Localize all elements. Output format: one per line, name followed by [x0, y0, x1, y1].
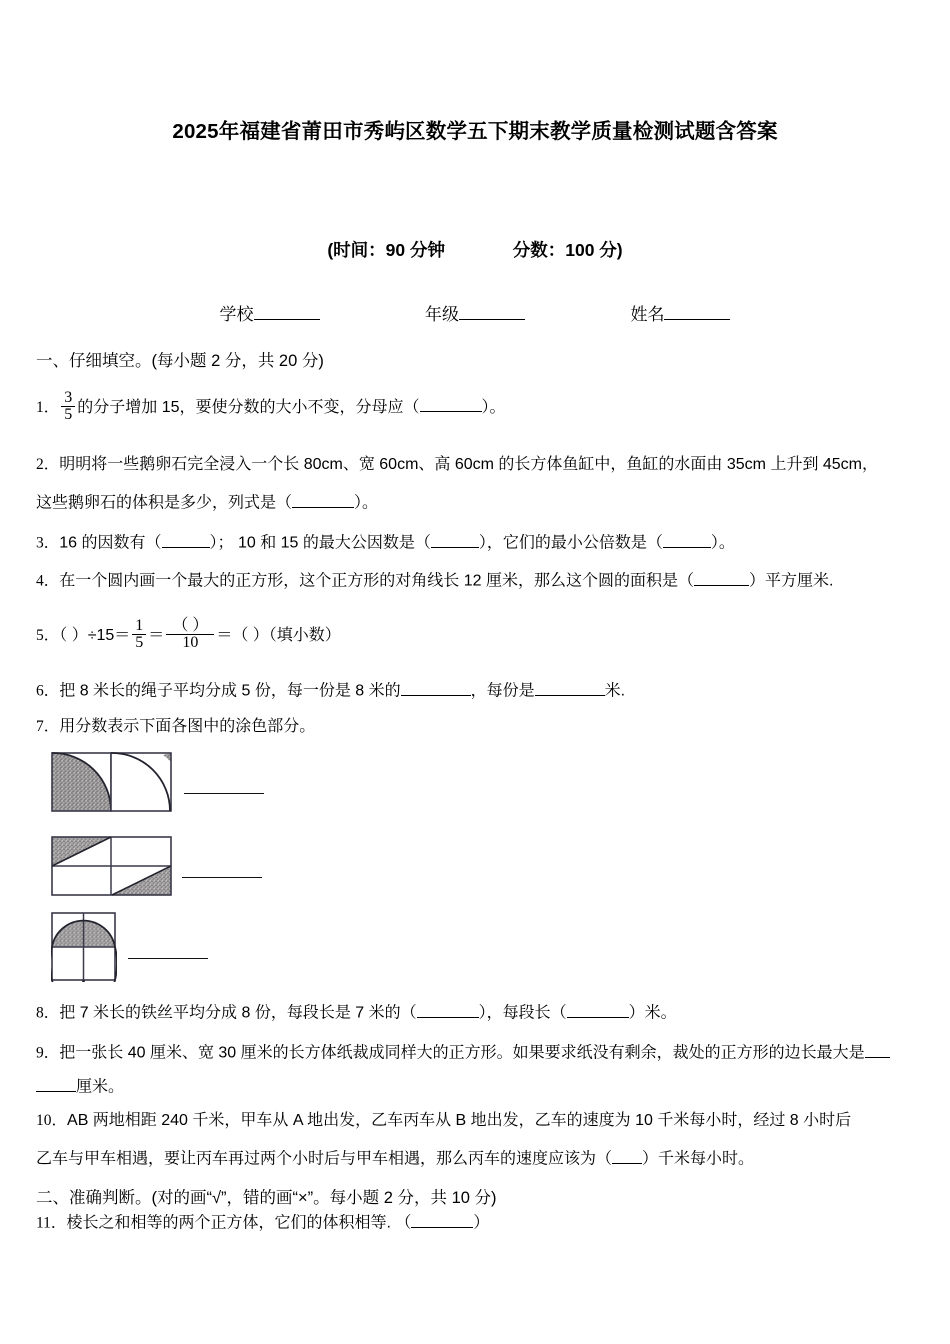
question-3: [36, 532, 926, 553]
figure-two-squares-quarter-circles: [51, 752, 173, 819]
question-2-line-2: [36, 492, 926, 513]
question-6-number: 6．: [36, 682, 60, 700]
figure-1-answer-line[interactable]: [184, 793, 264, 794]
question-5-eq-2: ＝（: [216, 627, 249, 645]
question-11-blank[interactable]: [411, 1212, 473, 1228]
question-3-text-b: ）； 10 和 15 的最大公因数是（: [209, 534, 431, 552]
question-6-blank-2[interactable]: [535, 680, 605, 696]
question-6-text-a: 把 8 米长的绳子平均分成 5 份，每一份是 8 米的: [59, 682, 401, 700]
question-5-fraction-2[interactable]: [166, 618, 214, 652]
question-10-blank[interactable]: [612, 1148, 642, 1164]
question-10-text-line2b: ）千米每小时。: [642, 1150, 755, 1168]
question-1-text-end: ）。: [481, 399, 506, 417]
exam-meta: [0, 237, 950, 262]
fraction-2-denominator: 10: [182, 634, 199, 652]
figure-2-answer-line[interactable]: [182, 877, 262, 878]
question-4: [36, 570, 936, 591]
question-6-blank-1[interactable]: [401, 680, 471, 696]
question-8: [36, 1002, 926, 1023]
question-9-blank-1[interactable]: [865, 1042, 890, 1058]
fraction-denominator: 5: [64, 406, 73, 424]
question-7: [36, 718, 916, 736]
question-3-blank-3[interactable]: [663, 532, 711, 548]
field-name: [630, 300, 730, 325]
question-8-number: 8．: [36, 1004, 60, 1022]
question-3-number: 3．: [36, 534, 60, 552]
figure-1-svg: [51, 752, 173, 814]
question-9-line-1: [36, 1042, 936, 1063]
question-10-line-2: [36, 1148, 936, 1169]
question-4-blank[interactable]: [694, 570, 749, 586]
question-2-number: 2．: [36, 456, 60, 473]
question-2-blank[interactable]: [292, 492, 354, 508]
question-2-text-line1: 明明将一些鹅卵石完全浸入一个长 80cm、宽 60cm、高 60cm 的长方体鱼缸中，鱼缸的水面由 35cm 上升到 45cm，: [59, 456, 879, 473]
student-info-fields: [0, 300, 950, 325]
field-grade: [425, 300, 525, 325]
question-10-text-line1: AB 两地相距 240 千米，甲车从 A 地出发，乙车丙车从 B 地出发，乙车的速度为 10 千米每小时，经过 8 小时后: [67, 1112, 852, 1129]
question-10-line-1: [36, 1112, 936, 1130]
field-school: [220, 300, 320, 325]
question-10-text-line2a: 乙车与甲车相遇，要让丙车再过两个小时后与甲车相遇，那么丙车的速度应该为（: [36, 1150, 613, 1168]
field-grade-blank[interactable]: [459, 304, 525, 320]
question-6: [36, 680, 916, 701]
exam-time-label: (时间：90 分钟: [327, 240, 445, 260]
fraction-numerator: 3: [61, 390, 75, 407]
question-3-blank-2[interactable]: [431, 532, 479, 548]
question-5-number: 5．: [36, 627, 60, 645]
figure-3-svg: [51, 912, 117, 982]
field-name-label: 姓名: [630, 305, 665, 324]
question-3-text-c: ），它们的最小公倍数是（: [478, 534, 663, 552]
question-9-line-2: [36, 1076, 936, 1097]
question-1-number: 1．: [36, 399, 60, 417]
question-7-number: 7．: [36, 718, 60, 735]
question-8-text-c: ）米。: [628, 1004, 677, 1022]
question-4-text-a: 在一个圆内画一个最大的正方形，这个正方形的对角线长 12 厘米，那么这个圆的面积是（: [59, 572, 694, 590]
figure-2-svg: [51, 836, 173, 898]
question-5: [36, 618, 636, 652]
question-8-blank-2[interactable]: [567, 1002, 629, 1018]
question-5-eq-1: ＝: [148, 627, 165, 645]
field-name-blank[interactable]: [664, 304, 730, 320]
field-grade-label: 年级: [425, 305, 459, 324]
page-title: 2025年福建省莆田市秀屿区数学五下期末教学质量检测试题含答案: [172, 120, 778, 143]
question-9-number: 9．: [36, 1044, 60, 1062]
figure-two-by-two-grid-triangles: [51, 836, 173, 903]
question-2-line-1: [36, 456, 926, 474]
question-7-text: 用分数表示下面各图中的涂色部分。: [59, 718, 316, 735]
question-3-blank-1[interactable]: [162, 532, 210, 548]
question-8-text-a: 把 7 米长的铁丝平均分成 8 份，每段长是 7 米的（: [59, 1004, 417, 1022]
question-6-text-c: 米.: [604, 682, 626, 700]
question-3-text-a: 16 的因数有（: [59, 534, 162, 552]
question-2-text-line2b: ）。: [354, 494, 379, 512]
section-heading-1: 一、仔细填空。(每小题 2 分，共 20 分): [36, 352, 324, 370]
field-school-blank[interactable]: [254, 304, 320, 320]
question-3-text-d: ）。: [710, 534, 735, 552]
question-11-text-b: ）: [473, 1214, 490, 1232]
question-9-text-line1: 把一张长 40 厘米、宽 30 厘米的长方体纸裁成同样大的正方形。如果要求纸没有剩余，裁处的正方形的边长最大是: [59, 1044, 865, 1062]
question-6-text-b: ，每份是: [470, 682, 535, 700]
question-11: [36, 1212, 926, 1233]
fraction-1-denominator: 5: [135, 634, 144, 652]
question-10-number: 10．: [36, 1112, 68, 1129]
exam-score-label: 分数：100 分): [512, 240, 623, 260]
question-5-text-a: （ ）÷15＝: [59, 627, 131, 645]
question-8-text-b: ），每段长（: [478, 1004, 567, 1022]
question-9-text-line2: 厘米。: [76, 1078, 125, 1096]
figure-square-semicircle-and-arcs: [51, 912, 117, 987]
question-8-blank-1[interactable]: [417, 1002, 479, 1018]
question-5-fraction-1: [132, 618, 146, 652]
question-11-number: 11．: [36, 1214, 67, 1232]
field-school-label: 学校: [219, 305, 254, 324]
question-1-text: 的分子增加 15，要使分数的大小不变，分母应（: [77, 399, 420, 417]
fraction-2-numerator: （ ）: [166, 618, 214, 635]
question-4-number: 4．: [36, 572, 60, 590]
question-11-text-a: 棱长之和相等的两个正方体，它们的体积相等. （: [66, 1214, 412, 1232]
question-5-tail: ）（填小数）: [252, 627, 341, 645]
question-1: [36, 390, 916, 424]
figure-3-answer-line[interactable]: [128, 958, 208, 959]
fraction-1-numerator: 1: [132, 618, 146, 635]
question-1-blank[interactable]: [420, 396, 482, 412]
question-2-text-line2a: 这些鹅卵石的体积是多少，列式是（: [36, 494, 293, 512]
section-heading-2: 二、准确判断。(对的画“√”，错的画“×”。每小题 2 分，共 10 分): [36, 1189, 497, 1207]
question-9-blank-2[interactable]: [36, 1076, 76, 1092]
question-1-fraction: [61, 390, 75, 424]
question-4-text-b: ）平方厘米.: [748, 572, 834, 590]
